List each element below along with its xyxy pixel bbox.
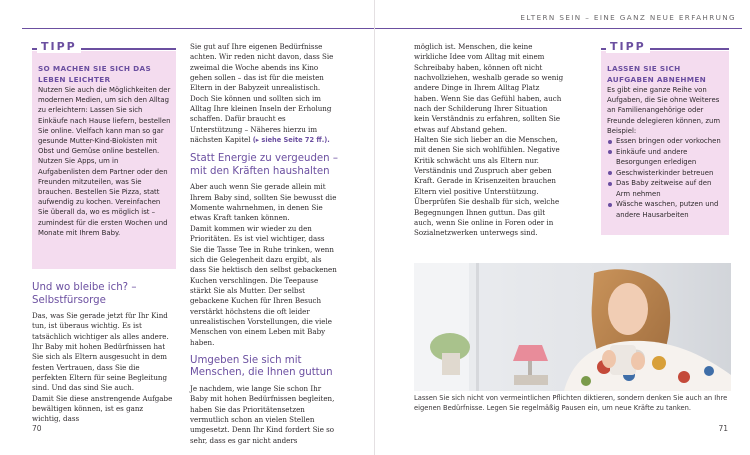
photo-illustration	[414, 263, 731, 391]
right-page	[375, 0, 750, 455]
body-text: Je nachdem, wie lange Sie schon Ihr Baby mit hohen Bedürfnissen begleiten, haben Sie das Prioritätensetzen vermutlich schon an vielen Stellen umgesetzt. Denn Ihr Kind fordert Sie so sehr, dass es gar nicht anders	[190, 383, 335, 445]
body-text: Damit Sie diese anstrengende Aufgabe bewältigen können, ist es ganz wichtig, dass	[32, 393, 173, 424]
subheading: Statt Energie zu vergeuden – mit den Kräften haushalten	[190, 153, 338, 177]
page-number: 71	[718, 424, 728, 433]
tipp-label: TIPP	[606, 41, 650, 53]
body-text: Aber auch wenn Sie gerade allein mit Ihrem Baby sind, sollten Sie bewusst die Momente wahrnehmen, in denen Sie etwas Kraft tanken können.	[190, 182, 337, 223]
tipp-body: Nutzen Sie auch die Möglichkeiten der modernen Medien, um sich den Alltag zu erleichtern: Lassen Sie sich Einkäufe nach Hause liefern, bestellen Sie online. Vielfach kann man so gar gesunde Mutter-Kind-Biokisten mit Obst und Gemüse online bestellen. Nutzen Sie Apps, um in Aufgabenlisten dem Partner oder den Freunden mitzuteilen, was Sie brauchen. Bestellen Sie Pizza, statt aufwendig zu kochen. Vereinfachen Sie überall da, wo es möglich ist – zumindest für die ersten Wochen und Monate mit Ihrem Baby.	[38, 86, 171, 237]
left-column	[32, 282, 174, 425]
paragraph: Sie gut auf Ihre eigenen Bedürfnisse achten. Wir reden nicht davon, dass Sie zweimal die Woche abends ins Kino gehen sollen – das ist für die meisten Eltern in der Babyzeit unrealistisch. Doch Sie können und sollten sich im Alltag Ihre kleinen Inseln der Erholung schaffen. Dafür braucht es Unterstützung – Näheres hierzu im nächsten Kapitel	[190, 42, 334, 145]
list-item: Wäsche waschen, putzen und andere Hausarbeiten	[607, 199, 725, 220]
tipp-heading: LASSEN SIE SICH AUFGABEN ABNEHMEN	[607, 64, 707, 84]
body-text: Das, was Sie gerade jetzt für Ihr Kind tun, ist überaus wichtig. Es ist tatsächlich wichtiger als alles andere. Ihr Baby mit hohen Bedürfnissen hat Sie sich als Eltern ausgesucht in dem festen Vertrauen, dass Sie die perfekten Eltern für seine Begleitung sind. Und das sind Sie auch.	[32, 311, 169, 393]
tipp-heading: SO MACHEN SIE SICH DAS LEBEN LEICHTER	[38, 64, 152, 84]
list-item: Einkäufe und andere Besorgungen erledigen	[607, 147, 725, 168]
photo-woman-with-tea	[414, 263, 731, 391]
page-number: 70	[32, 424, 42, 433]
right-column	[414, 42, 564, 239]
section-heading: Und wo bleibe ich? – Selbstfürsorge	[32, 282, 137, 306]
body-text: Halten Sie sich lieber an die Menschen, mit denen Sie sich wohlfühlen. Negative Kritik schwächt uns als Eltern nur. Verständnis und Zuspruch aber geben Kraft. Gerade in Krisenzeiten brauchen Eltern viel positive Unterstützung.	[414, 135, 560, 196]
body-text	[190, 42, 338, 145]
photo-caption: Lassen Sie sich nicht von vermeintlichen Pflichten diktieren, sondern denken Sie auch an Ihre eigenen Bedürfnisse. Legen Sie regelmäßig Pausen ein, um neue Kräfte zu tanken.	[414, 394, 728, 412]
tipp-content-left	[38, 64, 172, 238]
page-reference-link[interactable]: (▸ siehe Seite 72 ff.).	[252, 136, 330, 145]
list-item: Geschwisterkinder betreuen	[607, 168, 725, 179]
top-rule	[375, 28, 742, 29]
body-text: Überprüfen Sie deshalb für sich, welche Begegnungen Ihnen guttun. Das gilt auch, wenn Sie online in Foren oder in Sozialnetzwerken unterwegs sind.	[414, 197, 560, 238]
tipp-content-right	[607, 64, 725, 220]
subheading: Umgeben Sie sich mit Menschen, die Ihnen guttun	[190, 354, 333, 379]
tipp-list	[607, 136, 725, 220]
body-text: möglich ist. Menschen, die keine wirkliche Idee vom Alltag mit einem Schreibaby haben, können oft nicht nachvollziehen, weshalb gerade so wenig andere Dinge in Ihrem Alltag Platz haben. Wenn Sie das Gefühl haben, auch nach der Schilderung Ihrer Situation kein Verständnis zu erfahren, sollten Sie etwas auf Abstand gehen.	[414, 42, 564, 134]
tipp-body: Es gibt eine ganze Reihe von Aufgaben, die Sie ohne Weiteres an Familienangehörige oder Freunde delegieren können, zum Beispiel:	[607, 86, 721, 135]
top-rule	[22, 28, 375, 29]
running-head: ELTERN SEIN – EINE GANZ NEUE ERFAHRUNG	[520, 13, 736, 22]
body-text: Damit kommen wir wieder zu den Prioritäten. Es ist viel wichtiger, dass Sie die Tasse Tee in Ruhe trinken, wenn sich die Gelegenheit dazu ergibt, als dass Sie hektisch den selbst gebackenen Kuchen verschlingen. Die Teepause stärkt Sie als Mutter. Der selbst gebackene Kuchen für Ihren Besuch verstärkt höchstens die oft leider unrealistischen Vorstellungen, die viele Menschen von einem Leben mit Baby haben.	[190, 223, 337, 347]
list-item: Essen bringen oder vorkochen	[607, 136, 725, 147]
middle-column	[190, 42, 338, 446]
list-item: Das Baby zeitweise auf den Arm nehmen	[607, 178, 725, 199]
tipp-label: TIPP	[37, 41, 81, 53]
